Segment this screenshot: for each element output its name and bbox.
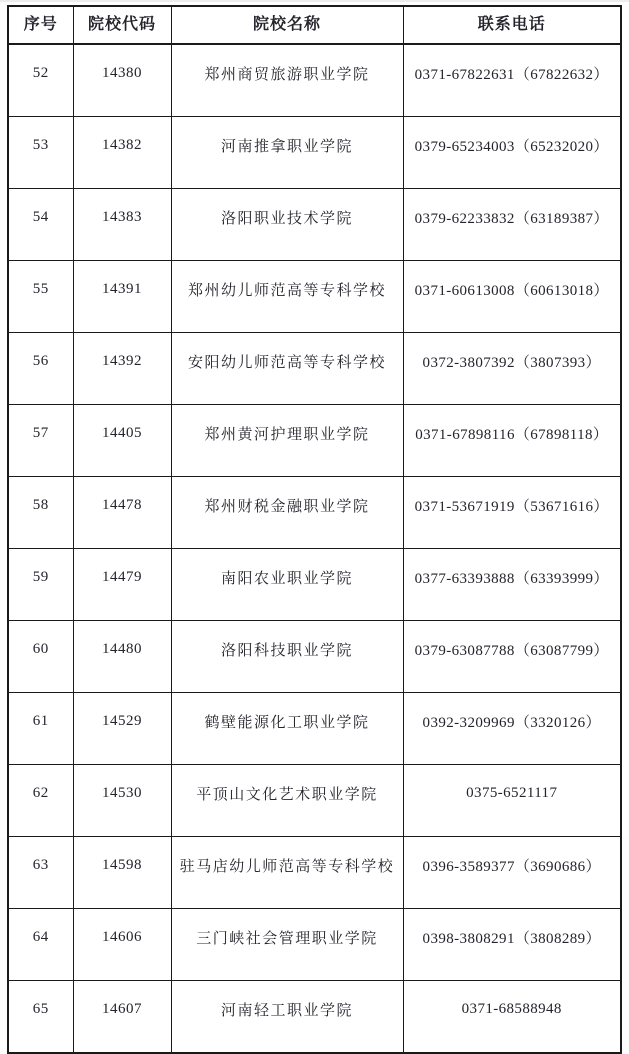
cell-name: 南阳农业职业学院 [171,549,403,621]
cell-phone: 0371-67822631（67822632） [403,44,621,117]
cell-phone: 0392-3209969（3320126） [403,693,621,765]
cell-code: 14380 [73,44,171,117]
cell-serial: 63 [8,837,73,909]
cell-phone: 0377-63393888（63393999） [403,549,621,621]
cell-name: 郑州财税金融职业学院 [171,477,403,549]
header-row [8,6,621,44]
table-row [8,549,621,621]
institution-contact-table [7,5,622,1054]
table-row [8,693,621,765]
cell-serial: 57 [8,405,73,477]
cell-phone: 0396-3589377（3690686） [403,837,621,909]
table-row [8,981,621,1054]
cell-name: 洛阳职业技术学院 [171,189,403,261]
table-row [8,405,621,477]
col-header-name: 院校名称 [171,6,403,44]
cell-code: 14391 [73,261,171,333]
cell-serial: 65 [8,981,73,1054]
cell-name: 鹤壁能源化工职业学院 [171,693,403,765]
table-row [8,477,621,549]
cell-code: 14478 [73,477,171,549]
table-row [8,44,621,117]
cell-code: 14382 [73,117,171,189]
cell-phone: 0398-3808291（3808289） [403,909,621,981]
cell-phone: 0375-6521117 [403,765,621,837]
cell-code: 14606 [73,909,171,981]
cell-serial: 60 [8,621,73,693]
table-row [8,261,621,333]
col-header-phone: 联系电话 [403,6,621,44]
cell-serial: 62 [8,765,73,837]
cell-name: 河南轻工职业学院 [171,981,403,1054]
col-header-serial: 序号 [8,6,73,44]
cell-name: 三门峡社会管理职业学院 [171,909,403,981]
cell-name: 驻马店幼儿师范高等专科学校 [171,837,403,909]
cell-name: 河南推拿职业学院 [171,117,403,189]
cell-serial: 59 [8,549,73,621]
cell-phone: 0379-65234003（65232020） [403,117,621,189]
cell-phone: 0371-67898116（67898118） [403,405,621,477]
cell-serial: 58 [8,477,73,549]
cell-phone: 0379-62233832（63189387） [403,189,621,261]
table-row [8,837,621,909]
cell-phone: 0379-63087788（63087799） [403,621,621,693]
cell-serial: 64 [8,909,73,981]
table-row [8,909,621,981]
table-row [8,189,621,261]
cell-code: 14607 [73,981,171,1054]
cell-code: 14598 [73,837,171,909]
cell-serial: 61 [8,693,73,765]
cell-phone: 0371-68588948 [403,981,621,1054]
cell-code: 14480 [73,621,171,693]
table-row [8,765,621,837]
table-row [8,621,621,693]
cell-name: 郑州黄河护理职业学院 [171,405,403,477]
cell-serial: 52 [8,44,73,117]
cell-code: 14530 [73,765,171,837]
cell-code: 14383 [73,189,171,261]
cell-serial: 56 [8,333,73,405]
cell-name: 郑州商贸旅游职业学院 [171,44,403,117]
cell-name: 洛阳科技职业学院 [171,621,403,693]
cell-serial: 53 [8,117,73,189]
col-header-code: 院校代码 [73,6,171,44]
cell-code: 14405 [73,405,171,477]
cell-phone: 0371-60613008（60613018） [403,261,621,333]
cell-phone: 0371-53671919（53671616） [403,477,621,549]
cell-code: 14529 [73,693,171,765]
cell-name: 平顶山文化艺术职业学院 [171,765,403,837]
cell-code: 14479 [73,549,171,621]
cell-serial: 54 [8,189,73,261]
cell-name: 安阳幼儿师范高等专科学校 [171,333,403,405]
cell-phone: 0372-3807392（3807393） [403,333,621,405]
cell-code: 14392 [73,333,171,405]
cell-serial: 55 [8,261,73,333]
table-row [8,333,621,405]
table-row [8,117,621,189]
cell-name: 郑州幼儿师范高等专科学校 [171,261,403,333]
